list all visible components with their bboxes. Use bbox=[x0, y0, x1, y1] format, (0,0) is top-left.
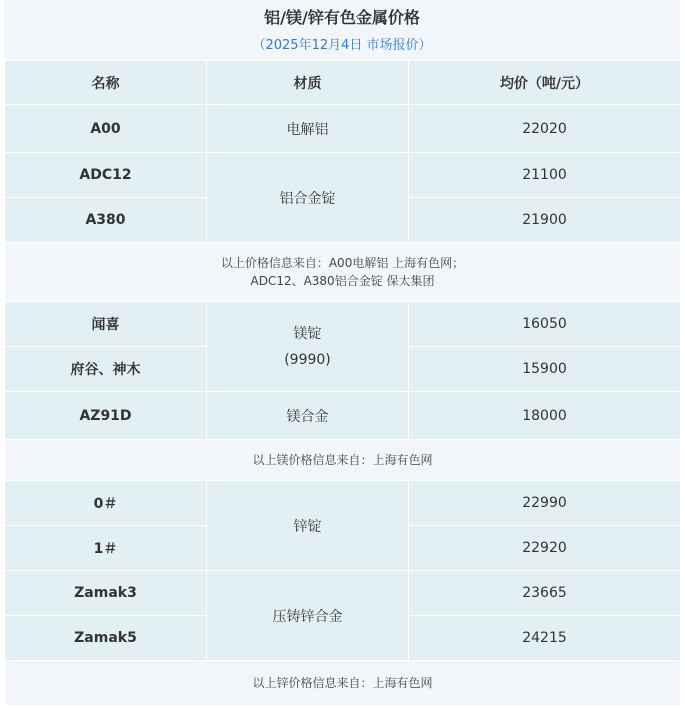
product-name: A00 bbox=[5, 105, 207, 153]
price-table bbox=[4, 60, 681, 706]
product-material: 电解铝 bbox=[207, 105, 409, 153]
product-name: AZ91D bbox=[5, 392, 207, 440]
table-row bbox=[5, 481, 681, 526]
source-note: 以上镁价格信息来自：上海有色网 bbox=[5, 440, 681, 481]
material-line: (9990) bbox=[284, 351, 331, 368]
source-note-row bbox=[5, 440, 681, 481]
product-material bbox=[207, 302, 409, 392]
product-price: 21100 bbox=[409, 153, 681, 198]
source-note-row bbox=[5, 243, 681, 302]
source-note-line: 以上价格信息来自：A00电解铝 上海有色网； bbox=[220, 256, 465, 270]
product-price: 22020 bbox=[409, 105, 681, 153]
product-name: 0＃ bbox=[5, 481, 207, 526]
product-name: 闻喜 bbox=[5, 302, 207, 347]
column-header-price: 均价（吨/元） bbox=[409, 61, 681, 105]
page-title: 铝/镁/锌有色金属价格 bbox=[264, 8, 420, 27]
product-price: 22920 bbox=[409, 526, 681, 571]
product-price: 18000 bbox=[409, 392, 681, 440]
material-line: 镁锭 bbox=[293, 325, 322, 342]
column-header-name: 名称 bbox=[5, 61, 207, 105]
product-price: 21900 bbox=[409, 198, 681, 243]
product-name: Zamak3 bbox=[5, 571, 207, 616]
product-price: 15900 bbox=[409, 347, 681, 392]
column-header-material: 材质 bbox=[207, 61, 409, 105]
table-row bbox=[5, 302, 681, 347]
table-row bbox=[5, 153, 681, 198]
product-material: 锌锭 bbox=[207, 481, 409, 571]
product-price: 16050 bbox=[409, 302, 681, 347]
product-name: Zamak5 bbox=[5, 616, 207, 661]
price-table-container bbox=[4, 0, 680, 706]
product-name: 1＃ bbox=[5, 526, 207, 571]
table-row bbox=[5, 105, 681, 153]
table-row bbox=[5, 392, 681, 440]
source-note: 以上锌价格信息来自：上海有色网 bbox=[5, 661, 681, 706]
table-header-row bbox=[5, 61, 681, 105]
product-price: 24215 bbox=[409, 616, 681, 661]
product-name: 府谷、神木 bbox=[5, 347, 207, 392]
product-name: A380 bbox=[5, 198, 207, 243]
table-row bbox=[5, 571, 681, 616]
product-material: 铝合金锭 bbox=[207, 153, 409, 243]
product-material: 镁合金 bbox=[207, 392, 409, 440]
product-price: 23665 bbox=[409, 571, 681, 616]
table-header-block bbox=[4, 0, 680, 60]
source-note bbox=[5, 243, 681, 302]
page-subtitle: （2025年12月4日 市场报价） bbox=[252, 38, 432, 53]
product-name: ADC12 bbox=[5, 153, 207, 198]
source-note-row bbox=[5, 661, 681, 706]
source-note-line: ADC12、A380铝合金锭 保太集团 bbox=[250, 274, 435, 288]
product-material: 压铸锌合金 bbox=[207, 571, 409, 661]
product-price: 22990 bbox=[409, 481, 681, 526]
